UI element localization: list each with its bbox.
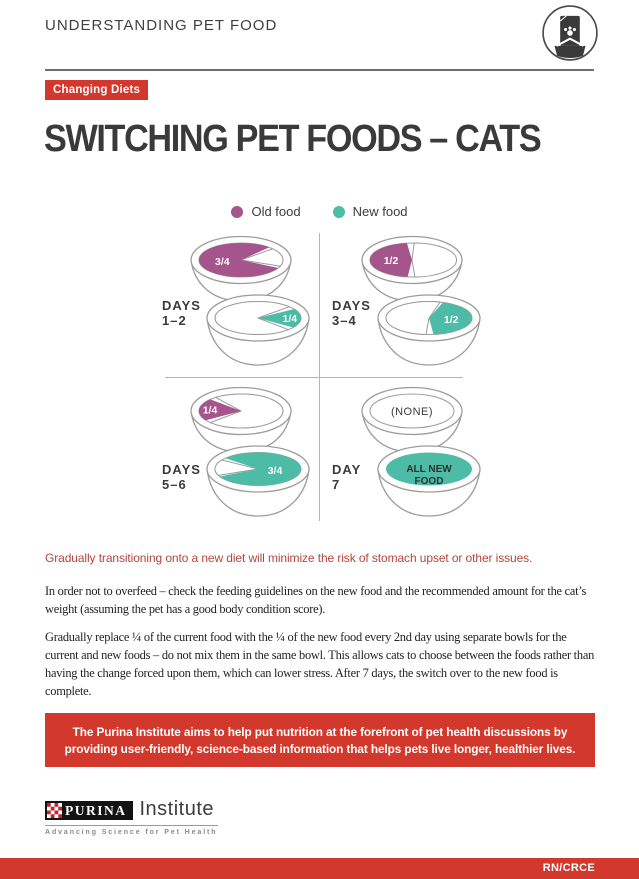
bowls-illustration	[185, 384, 317, 524]
quadrant-label: DAYS 5–6	[162, 462, 201, 493]
portion-label: 3/4	[267, 464, 283, 477]
portion-label: 1/4	[202, 404, 218, 417]
front-bowl	[207, 446, 309, 516]
purina-logo	[45, 801, 133, 820]
back-bowl	[191, 237, 291, 302]
footer-divider	[45, 825, 218, 826]
portion-label: ALL NEW FOOD	[406, 464, 452, 487]
page-title: SWITCHING PET FOODS – CATS	[44, 118, 541, 160]
quadrant-label: DAY 7	[332, 462, 362, 493]
legend-item-new-food	[333, 204, 408, 219]
diagram-quadrant	[160, 232, 320, 378]
front-bowl	[207, 295, 309, 365]
legend-old-label: Old food	[251, 204, 301, 219]
front-bowl	[378, 295, 480, 365]
portion-label: 1/4	[282, 313, 298, 325]
legend-new-label: New food	[352, 204, 408, 219]
pet-food-bag-bowl-icon	[540, 4, 600, 64]
back-bowl	[362, 388, 462, 453]
back-bowl	[362, 237, 462, 302]
footer-tagline: Advancing Science for Pet Health	[45, 829, 218, 836]
diagram-quadrant	[160, 378, 320, 524]
bowls-illustration	[185, 233, 317, 373]
portion-label: 1/2	[443, 313, 459, 326]
document-series-title: UNDERSTANDING PET FOOD	[45, 17, 278, 34]
footer-logo-block	[45, 799, 218, 836]
back-bowl	[191, 388, 291, 453]
institute-wordmark: Institute	[139, 798, 215, 820]
new-food-dot	[333, 206, 345, 218]
document-code: RN/CRCE	[542, 862, 595, 874]
paragraph: Gradually replace ¼ of the current food with the ¼ of the new food every 2nd day using separate bowls for the current and new foods – do not mix them in the same bowl. This allows cats to choose between the foods rather than having the change forced upon them, which can lower stress. After 7 days, the switch over to the new food is complete.	[45, 629, 595, 698]
legend-item-old-food	[231, 204, 300, 219]
portion-label: 1/2	[383, 254, 399, 267]
diagram-quadrant	[320, 378, 480, 524]
purina-wordmark: PURINA	[65, 802, 127, 818]
category-badge: Changing Diets	[45, 80, 148, 100]
checkerboard-icon	[47, 803, 62, 818]
banner-line: providing user-friendly, science-based information that helps pets live longer, healthier lives.	[64, 741, 576, 756]
portion-label: (NONE)	[390, 406, 434, 418]
bowls-illustration	[356, 233, 488, 373]
bowls-illustration	[356, 384, 488, 524]
portion-label: 3/4	[214, 255, 230, 268]
legend	[0, 204, 639, 219]
front-bowl	[378, 446, 480, 516]
paragraph: In order not to overfeed – check the feeding guidelines on the new food and the recommended amount for the cat’s weight (assuming the pet has a good body condition score).	[45, 584, 587, 616]
header-divider	[45, 69, 594, 71]
diagram-quadrant	[320, 232, 480, 378]
highlight-sentence: Gradually transitioning onto a new diet will minimize the risk of stomach upset or other issues.	[45, 551, 533, 565]
old-food-dot	[231, 206, 243, 218]
document-code-bar	[0, 858, 639, 879]
food-transition-diagram	[160, 232, 480, 524]
quadrant-label: DAYS 3–4	[332, 298, 371, 329]
banner-line: The Purina Institute aims to help put nutrition at the forefront of pet health discussions by	[72, 724, 568, 739]
quadrant-label: DAYS 1–2	[162, 298, 201, 329]
mission-banner	[45, 713, 595, 767]
